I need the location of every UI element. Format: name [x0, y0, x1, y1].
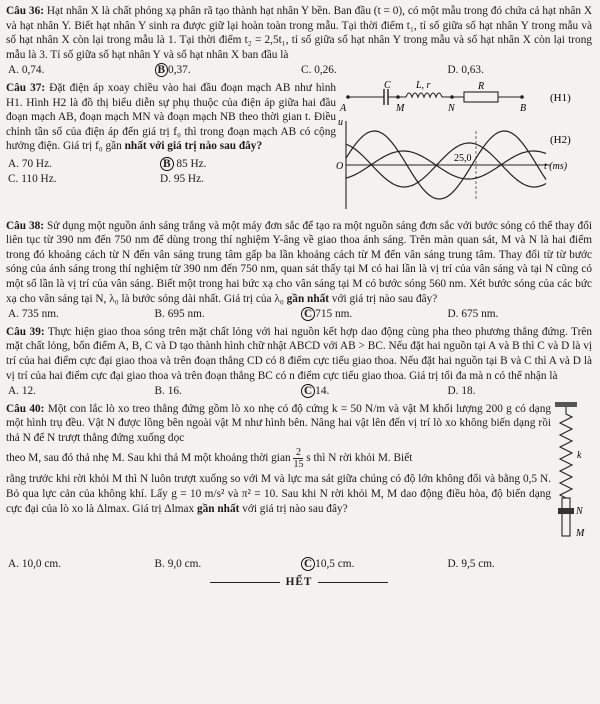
question-text: Câu 37: Đặt điện áp xoay chiều vào hai đầu đoạn mạch AB như hình H1. Hình H2 là đồ thị biểu diễn sự phụ thuộc của điện áp giữa hai đầu đoạn mạch AB, đoạn mạch MN và đoạn mạch NB theo thời gian t. Điều chỉnh tần số của điện áp đến giá trị f₀ thì trong đoạn mạch AB có cộng hưởng điện. Giá trị f₀ gần nhất với giá trị nào sau đây? [6, 81, 336, 153]
question-37 [6, 81, 592, 216]
choice-d[interactable]: D. 95 Hz. [160, 172, 204, 185]
choices-row [6, 172, 336, 187]
svg-text:u: u [338, 116, 343, 128]
svg-text:A: A [340, 102, 347, 114]
choice-b[interactable]: B. 16. [154, 385, 182, 398]
choice-c[interactable]: C 10,5 cm. [299, 557, 446, 572]
svg-text:N: N [576, 505, 583, 517]
svg-text:C: C [384, 80, 391, 91]
svg-text:L, r: L, r [416, 80, 431, 91]
answer-mark: C [301, 557, 315, 571]
exam-page [6, 4, 592, 589]
choice-b[interactable]: B. 695 nm. [154, 308, 205, 321]
choice-d[interactable]: D. 0,63. [447, 64, 484, 77]
choices-row [6, 63, 592, 78]
choices-row [6, 307, 592, 322]
svg-text:B: B [520, 102, 527, 114]
choice-b[interactable]: B 0,37. [153, 63, 300, 78]
answer-mark: B [160, 157, 174, 171]
choice-a[interactable]: A. 735 nm. [8, 308, 59, 321]
circuit-and-graph [336, 81, 592, 211]
body-m [562, 498, 570, 536]
choice-a[interactable]: A. 12. [8, 385, 36, 398]
choice-d[interactable]: D. 9,5 cm. [447, 558, 495, 571]
choice-a[interactable]: A. 0,74. [8, 64, 45, 77]
choice-a[interactable]: A. 10,0 cm. [8, 558, 62, 571]
end-marker: HẾT [6, 575, 592, 590]
question-text: Hạt nhân X là chất phóng xạ phân rã tạo thành hạt nhân Y bền. Ban đầu (t = 0), có một mẫu trong đó chứa cả hạt nhân X và hạt nhân Y. Biết hạt nhân Y sinh ra được giữ lại hoàn toàn trong mẫu. Tại thời điểm t₁, tỉ số giữa số hạt nhân Y trong mẫu và số hạt nhân X còn lại trong mẫu là 1. Tại thời điểm t₂ = 2,5t₁, tỉ số giữa số hạt nhân Y trong mẫu và số hạt nhân X còn lại trong mẫu là 3. Tỉ số giữa số hạt nhân Y và số hạt nhân X ban đầu là [6, 5, 592, 61]
choice-d[interactable]: D. 675 nm. [447, 308, 499, 321]
circuit-figure [336, 81, 592, 216]
question-36 [6, 4, 592, 62]
fraction: $\frac{2}{15}$ [293, 447, 304, 471]
svg-text:(H1): (H1) [550, 91, 571, 104]
choices-row [6, 157, 336, 172]
question-label: Câu 39: [6, 325, 45, 338]
svg-text:k: k [577, 449, 582, 461]
svg-text:R: R [478, 80, 485, 92]
svg-text:N: N [448, 102, 455, 114]
svg-text:t (ms): t (ms) [544, 160, 568, 172]
svg-text:M: M [576, 527, 585, 539]
spring [560, 407, 572, 498]
question-label: Câu 36: [6, 5, 44, 17]
inductor [406, 93, 442, 97]
resistor [464, 92, 498, 102]
spring-figure [551, 402, 592, 557]
choice-c[interactable]: C 715 nm. [299, 307, 446, 322]
choice-b[interactable]: B. 9,0 cm. [154, 558, 202, 571]
choice-c[interactable]: C 14. [299, 384, 446, 399]
question-38: Câu 38: Sử dụng một nguồn ánh sáng trắng và một máy đơn sắc để tạo ra một nguồn sáng đơn sắc với bước sóng có thể thay đổi liên tục từ 390 nm đến 750 nm để dùng trong thí nghiệm Y-âng về giao thoa ánh sáng. Trên màn quan sát, M và N là hai điểm trong đó khoảng cách từ N đến vân sáng trung tâm gấp ba lần khoảng cách từ M đến vân sáng trung tâm. Thay đổi từ từ bước sóng của ánh sáng trong thí nghiệm từ 390 nm đến 750 nm, quan sát thấy tại M có hai lần là vị trí của vân sáng và tại N cũng có một số lần là vị trí của vân sáng. Biết một trong hai bức xạ cho vân sáng tại M có bước sóng 560 nm. Xét bước sóng của các bức xạ cho vân sáng tại N, λ₀ là bước sóng dài nhất. Giá trị của λ₀ gần nhất với giá trị nào sau đây? [6, 219, 592, 305]
spring-diagram [551, 402, 587, 552]
svg-text:M: M [396, 102, 405, 114]
svg-text:O: O [336, 160, 344, 172]
svg-text:25,0: 25,0 [454, 152, 472, 164]
choice-c[interactable]: C. 0,26. [301, 64, 337, 77]
choice-d[interactable]: D. 18. [447, 385, 476, 398]
question-label: Câu 38: [6, 219, 45, 232]
question-label: Câu 37: [6, 81, 46, 94]
choices-row [6, 384, 592, 399]
choice-b[interactable]: B 85 Hz. [158, 157, 310, 172]
ceiling [555, 402, 577, 407]
choice-c[interactable]: C. 110 Hz. [8, 172, 57, 185]
ring-n [558, 508, 574, 514]
question-39: Câu 39: Thực hiện giao thoa sóng trên mặt chất lỏng với hai nguồn kết hợp dao động cùng pha theo phương thẳng đứng. Trên mặt chất lỏng, bốn điểm A, B, C và D tạo thành hình chữ nhật ABCD với AB > BC. Nếu đặt hai nguồn tại A và B thì C và D là vị trí của hai điểm cực đại giao thoa và trên đoạn thẳng CD có 8 điểm cực tiểu giao thoa. Nếu đặt hai nguồn tại B và C thì A và D là vị trí của hai điểm cực đại giao thoa và trên đoạn thẳng BC có n điểm cực tiểu giao thoa. Giá trị tối đa mà n có thể nhận là [6, 325, 592, 382]
answer-mark: B [155, 63, 169, 77]
answer-mark: C [301, 384, 315, 398]
svg-text:(H2): (H2) [550, 133, 571, 146]
question-label: Câu 40: [6, 402, 45, 415]
question-40: Câu 40: Một con lắc lò xo treo thẳng đứng gồm lò xo nhẹ có độ cứng k = 50 N/m và vật M khối lượng 200 g có dạng một hình trụ đều. Vật N được lồng bên ngoài vật M như hình bên. Nâng hai vật lên đến vị trí lò xo không biến dạng rồi thả N để N trượt thẳng đứng xuống dọc theo M, sau đó thả nhẹ M. Sau khi thả M một khoảng thời gian $\frac{2}{15}$ s thì N rời khỏi M. Biết rằng trước khi rời khỏi M thì N luôn trượt xuống so với M và lực ma sát giữa chúng có độ lớn không đổi và bằng 0,5 N. Bỏ qua lực cản của không khí. Lấy g = 10 m/s² và π² = 10. Sau khi N rời khỏi M, M dao động điều hòa, độ biến dạng cực đại của lò xo là Δlmax. Giá trị Δlmax gần nhất với giá trị nào sau đây? k N M [6, 402, 592, 557]
choices-row [6, 557, 592, 572]
answer-mark: C [301, 307, 315, 321]
choice-a[interactable]: A. 70 Hz. [8, 157, 52, 170]
